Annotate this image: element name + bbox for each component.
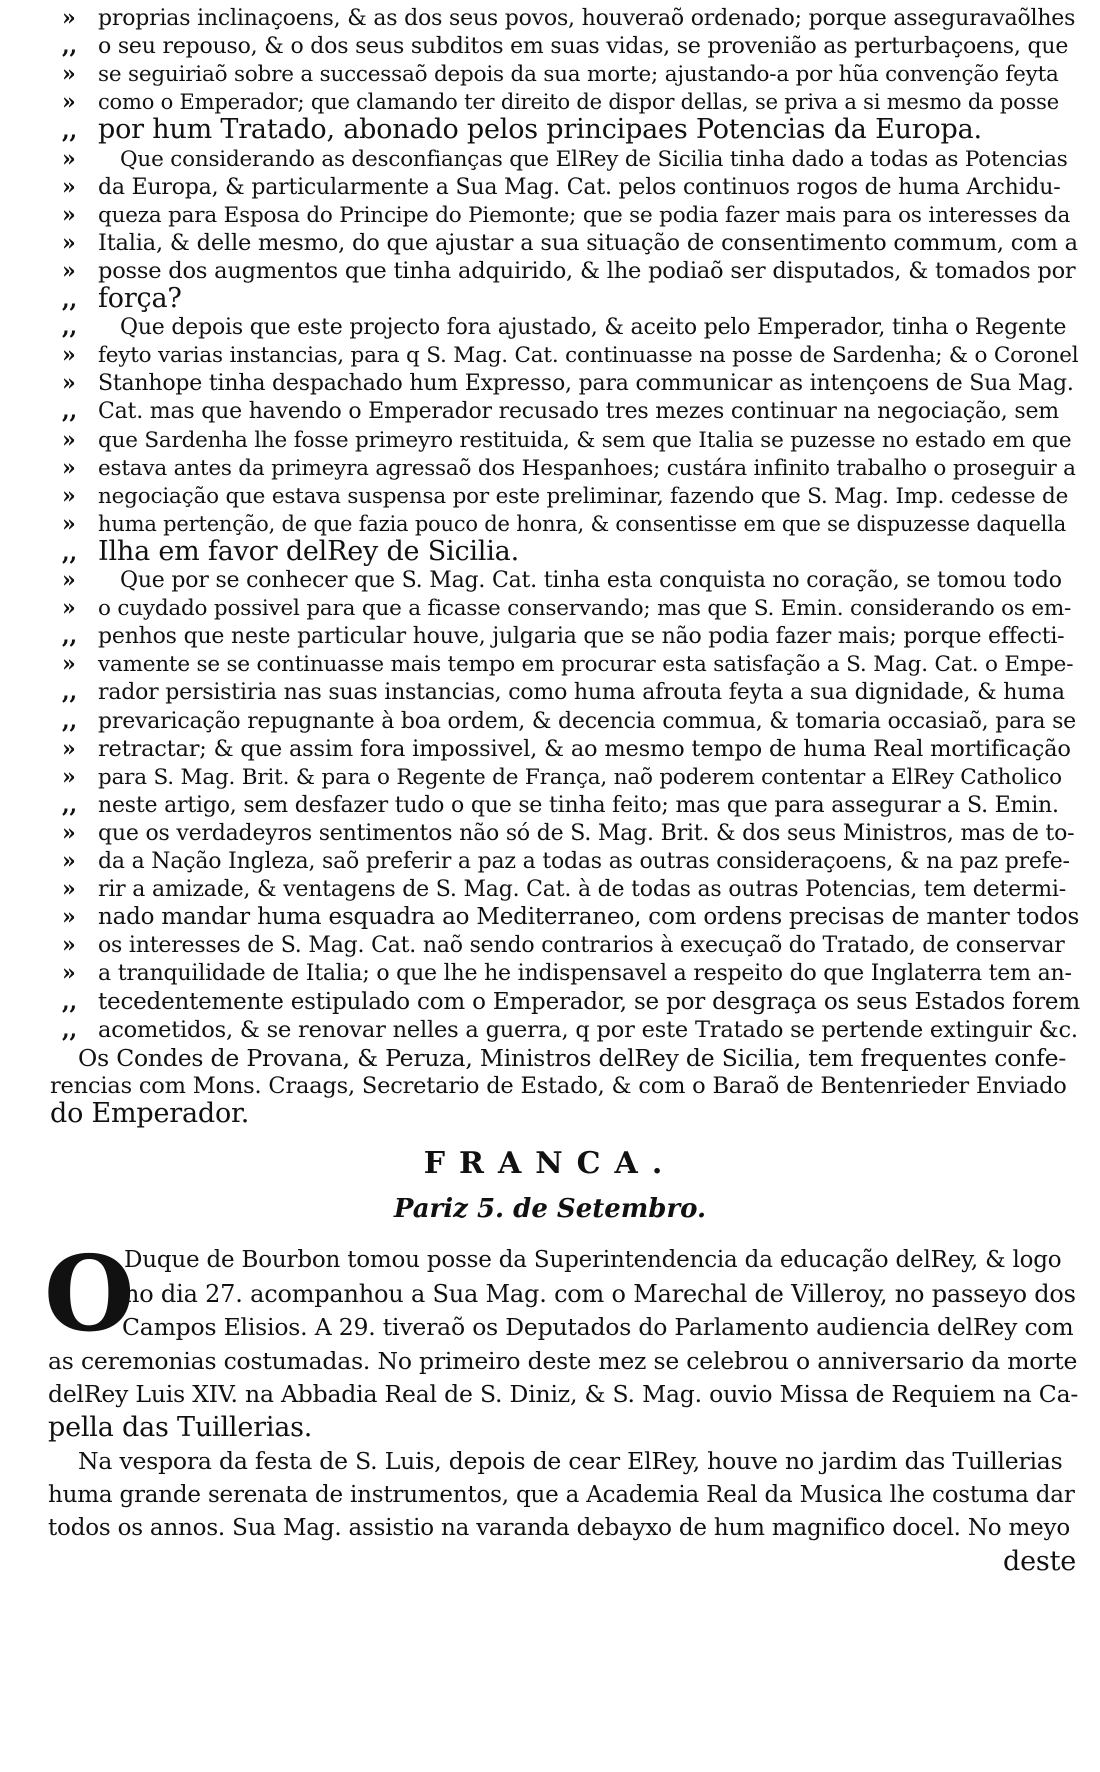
line-text: a tranquilidade de Italia; o que lhe he indispensavel a respeito do que Inglaterra tem an- <box>98 961 1072 987</box>
quote-mark: ,, <box>62 707 77 734</box>
quote-mark: » <box>62 960 76 987</box>
quote-mark: » <box>62 5 76 31</box>
line-text: que Sardenha lhe fosse primeyro restituida, & sem que Italia se puzesse no estado em que <box>98 427 1072 453</box>
line-text: tecedentemente estipulado com o Emperador, se por desgraça os seus Estados forem <box>98 988 1080 1015</box>
line-text: por hum Tratado, abonado pelos principaes Potencias da Europa. <box>98 114 982 146</box>
drop-cap: O <box>44 1232 135 1355</box>
quote-mark: ,, <box>62 791 77 818</box>
quote-mark: » <box>62 229 76 256</box>
text-line <box>62 255 1076 287</box>
line-text: Os Condes de Provana, & Peruza, Ministros delRey de Sicilia, tem frequentes confe- <box>78 1043 1067 1072</box>
quote-mark: » <box>62 370 76 397</box>
text-line: Duque de Bourbon tomou posse da Superintendencia da educação delRey, & logo <box>124 1247 1062 1273</box>
quote-mark: » <box>62 454 76 481</box>
quote-mark: » <box>62 257 76 284</box>
text-line: deste <box>1003 1545 1076 1577</box>
line-text: proprias inclinaçoens, & as dos seus povos, houveraõ ordenado; porque asseguravaõlhes <box>98 6 1076 31</box>
text-line <box>50 1098 249 1130</box>
line-text: da a Nação Ingleza, saõ preferir a paz a todas as outras consideraçoens, & na paz prefe- <box>98 849 1070 874</box>
line-text: Ilha em favor delRey de Sicilia. <box>98 535 519 567</box>
line-text: negociação que estava suspensa por este preliminar, fazendo que S. Mag. Imp. cedesse de <box>98 483 1069 509</box>
text-line: as ceremonias costumadas. No primeiro deste mez se celebrou o anniversario da morte <box>48 1346 1078 1375</box>
line-text: vamente se se continuasse mais tempo em procurar esta satisfação a S. Mag. Cat. o Empe- <box>98 652 1074 678</box>
quote-mark: ,, <box>62 314 77 341</box>
quote-mark: » <box>62 848 76 874</box>
quote-mark: ,, <box>62 679 77 706</box>
text-line: todos os annos. Sua Mag. assistio na varanda debayxo de hum magnifico docel. No meyo <box>48 1515 1070 1541</box>
text-line: no dia 27. acompanhou a Sua Mag. com o Marechal de Villeroy, no passeyo dos <box>124 1279 1076 1308</box>
line-text: neste artigo, sem desfazer tudo o que se tinha feito; mas que para assegurar a S. Emin. <box>98 792 1059 818</box>
line-text: como o Emperador; que clamando ter direito de dispor dellas, se priva a si mesmo da posse <box>98 90 1059 115</box>
quote-mark: ,, <box>62 33 77 60</box>
line-text: huma pertenção, de que fazia pouco de honra, & consentisse em que se dispuzesse daquella <box>98 511 1067 536</box>
line-text: do Emperador. <box>50 1097 250 1129</box>
dateline: Pariz 5. de Setembro. <box>393 1194 707 1224</box>
line-text: Stanhope tinha despachado hum Expresso, para communicar as intençoens de Sua Mag. <box>98 371 1074 397</box>
quote-mark: » <box>62 567 76 593</box>
quote-mark: » <box>62 876 76 903</box>
quote-mark: ,, <box>62 287 77 313</box>
line-text: acometidos, & se renovar nelles a guerra, q por este Tratado se pertende extinguir &c. <box>98 1016 1078 1043</box>
text-line: Na vespora da festa de S. Luis, depois de cear ElRey, houve no jardim das Tuillerias <box>78 1447 1063 1475</box>
quote-mark: » <box>62 426 76 453</box>
quote-mark: » <box>62 595 76 622</box>
quote-mark: » <box>62 61 76 88</box>
line-text: Que considerando as desconfianças que ElRey de Sicilia tinha dado a todas as Potencias <box>120 146 1068 172</box>
line-text: força? <box>98 283 182 314</box>
line-text: rador persistiria nas suas instancias, como huma afrouta feyta a sua dignidade, & huma <box>98 680 1065 706</box>
line-text: retractar; & que assim fora impossivel, & ao mesmo tempo de huma Real mortificação <box>98 735 1071 762</box>
quote-mark: » <box>62 482 76 509</box>
quote-mark: ,, <box>62 118 77 145</box>
text-line: delRey Luis XIV. na Abbadia Real de S. Diniz, & S. Mag. ouvio Missa de Requiem na Ca- <box>48 1380 1079 1408</box>
line-text: Cat. mas que havendo o Emperador recusado tres mezes continuar na negociação, sem <box>98 399 1059 425</box>
quote-mark: » <box>62 763 76 790</box>
quote-mark: » <box>62 735 76 762</box>
line-text: Que por se conhecer que S. Mag. Cat. tinha esta conquista no coração, se tomou todo <box>120 568 1062 593</box>
line-text: penhos que neste particular houve, julgaria que se não podia fazer mais; porque effecti- <box>98 624 1065 650</box>
line-text: para S. Mag. Brit. & para o Regente de França, naõ poderem contentar a ElRey Catholico <box>98 764 1062 790</box>
quote-mark: » <box>62 904 76 931</box>
quote-mark: ,, <box>62 988 77 1015</box>
line-text: posse dos augmentos que tinha adquirido, & lhe podiaõ ser disputados, & tomados por <box>98 257 1076 284</box>
quote-mark: » <box>62 651 76 678</box>
quote-mark: » <box>62 342 76 369</box>
quote-mark: ,, <box>62 623 77 650</box>
quote-mark: » <box>62 145 76 172</box>
quote-mark: » <box>62 89 76 116</box>
line-text: rencias com Mons. Craags, Secretario de Estado, & com o Baraõ de Bentenrieder Enviado <box>50 1072 1067 1099</box>
line-text: estava antes da primeyra agressaõ dos Hespanhoes; custára infinito trabalho o proseguir a <box>98 455 1076 481</box>
section-heading: FRANCA. <box>423 1146 677 1181</box>
text-line: pella das Tuillerias. <box>48 1411 313 1443</box>
line-text: Italia, & delle mesmo, do que ajustar a sua situação de consentimento commum, com a <box>98 229 1078 256</box>
line-text: queza para Esposa do Principe do Piemonte; que se podia fazer mais para os interesses da <box>98 202 1071 228</box>
line-text: prevaricação repugnante à boa ordem, & decencia commua, & tomaria occasiaõ, para se <box>98 708 1076 734</box>
line-text: os interesses de S. Mag. Cat. naõ sendo contrarios à execuçaõ do Tratado, de conservar <box>98 933 1065 959</box>
line-text: se seguiriaõ sobre a successaõ depois da sua morte; ajustando-a por hũa convenção feyta <box>98 62 1059 88</box>
quote-mark: » <box>62 819 76 846</box>
quote-mark: ,, <box>62 539 77 566</box>
line-text: o cuydado possivel para que a ficasse conservando; mas que S. Emin. considerando os em- <box>98 596 1072 622</box>
quote-mark: ,, <box>62 398 77 425</box>
quote-mark: » <box>62 932 76 959</box>
line-text: da Europa, & particularmente a Sua Mag. Cat. pelos continuos rogos de huma Archidu- <box>98 174 1061 200</box>
quote-mark: » <box>62 173 76 200</box>
text-line: Campos Elisios. A 29. tiveraõ os Deputados do Parlamento audiencia delRey com <box>122 1313 1074 1341</box>
line-text: o seu repouso, & o dos seus subditos em suas vidas, se provenião as perturbaçoens, que <box>98 34 1069 60</box>
line-text: que os verdadeyros sentimentos não só de S. Mag. Brit. & dos seus Ministros, mas de to- <box>98 820 1075 846</box>
quote-mark: ,, <box>62 1016 77 1043</box>
line-text: Que depois que este projecto fora ajustado, & aceito pelo Emperador, tinha o Regente <box>120 315 1067 341</box>
quote-mark: » <box>62 201 76 228</box>
quote-mark: » <box>62 510 76 537</box>
line-text: nado mandar huma esquadra ao Mediterraneo, com ordens precisas de manter todos <box>98 904 1080 931</box>
line-text: rir a amizade, & ventagens de S. Mag. Cat. à de todas as outras Potencias, tem determi- <box>98 877 1066 903</box>
line-text: feyto varias instancias, para q S. Mag. Cat. continuasse na posse de Sardenha; & o Coronel <box>98 343 1079 369</box>
text-line: huma grande serenata de instrumentos, que a Academia Real da Musica lhe costuma dar <box>48 1481 1075 1508</box>
